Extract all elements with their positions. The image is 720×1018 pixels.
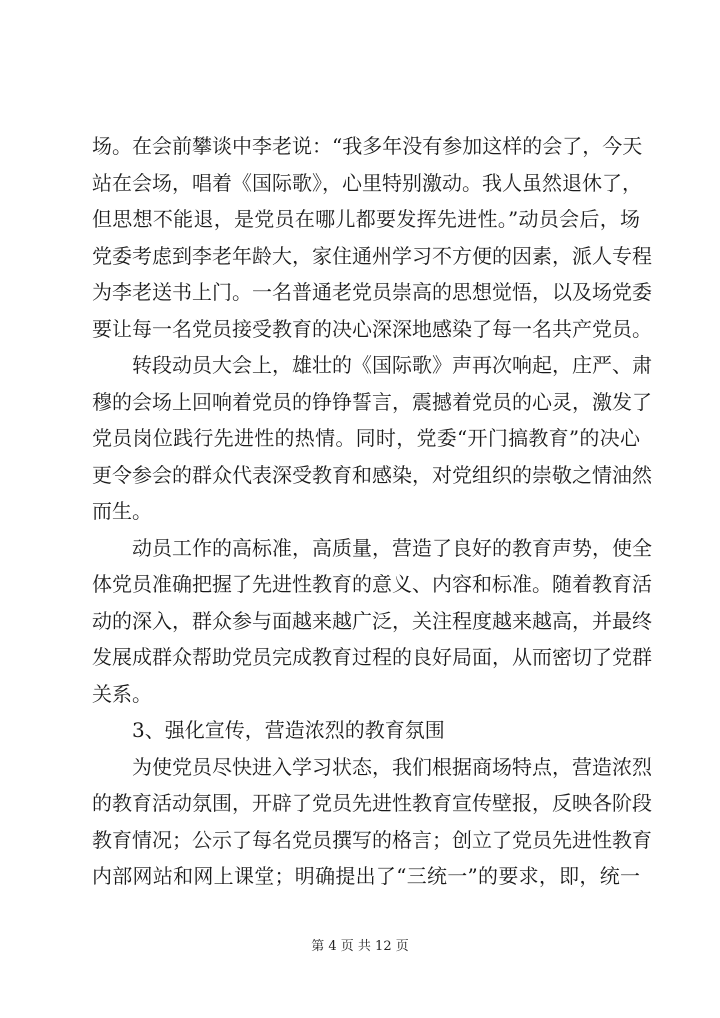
page-footer xyxy=(0,935,720,954)
page-number: 第 4 页 共 12 页 xyxy=(311,939,409,954)
text-line: 更令参会的群众代表深受教育和感染，对党组织的崇敬之情油然 xyxy=(92,462,652,487)
text-line: 发展成群众帮助党员完成教育过程的良好局面，从而密切了党群 xyxy=(92,645,652,669)
text-line: 穆的会场上回响着党员的铮铮誓言，震撼着党员的心灵，激发了 xyxy=(92,389,652,414)
text-line: 而生。 xyxy=(92,499,152,523)
text-line: 党委考虑到李老年龄大，家住通州学习不方便的因素，派人专程 xyxy=(92,243,652,268)
section-heading-text: 3、强化宣传，营造浓烈的教育氛围 xyxy=(132,718,445,742)
text-line: 动的深入，群众参与面越来越广泛，关注程度越来越高，并最终 xyxy=(92,608,652,633)
text-line: 内部网站和网上课堂；明确提出了“三统一”的要求，即，统一 xyxy=(92,864,640,888)
text-line: 体党员准确把握了先进性教育的意义、内容和标准。随着教育活 xyxy=(92,572,652,596)
text-line: 党员岗位践行先进性的热情。同时，党委“开门搞教育”的决心 xyxy=(92,426,640,450)
paragraph-1 xyxy=(92,128,652,347)
body-text xyxy=(92,128,652,895)
text-line: 场。在会前攀谈中李老说：“我多年没有参加这样的会了，今天 xyxy=(92,134,643,158)
paragraph-2 xyxy=(92,347,652,530)
text-line: 要让每一名党员接受教育的决心深深地感染了每一名共产党员。 xyxy=(92,316,652,341)
text-line: 转段动员大会上，雄壮的《国际歌》声再次响起，庄严、肃 xyxy=(132,353,652,377)
text-line: 为使党员尽快进入学习状态，我们根据商场特点，营造浓烈 xyxy=(132,754,652,779)
text-line: 站在会场，唱着《国际歌》，心里特别激动。我人虽然退休了， xyxy=(92,170,642,195)
text-line: 为李老送书上门。一名普通老党员崇高的思想觉悟，以及场党委 xyxy=(92,280,652,304)
paragraph-4 xyxy=(92,749,652,895)
text-line: 动员工作的高标准，高质量，营造了良好的教育声势，使全 xyxy=(132,535,652,560)
section-heading xyxy=(92,712,640,749)
paragraph-3 xyxy=(92,530,652,713)
text-line: 教育情况；公示了每名党员撰写的格言；创立了党员先进性教育 xyxy=(92,827,652,852)
text-line: 关系。 xyxy=(92,681,152,706)
text-line: 但思想不能退，是党员在哪儿都要发挥先进性。”动员会后，场 xyxy=(92,207,640,231)
text-line: 的教育活动氛围，开辟了党员先进性教育宣传壁报，反映各阶段 xyxy=(92,791,652,815)
